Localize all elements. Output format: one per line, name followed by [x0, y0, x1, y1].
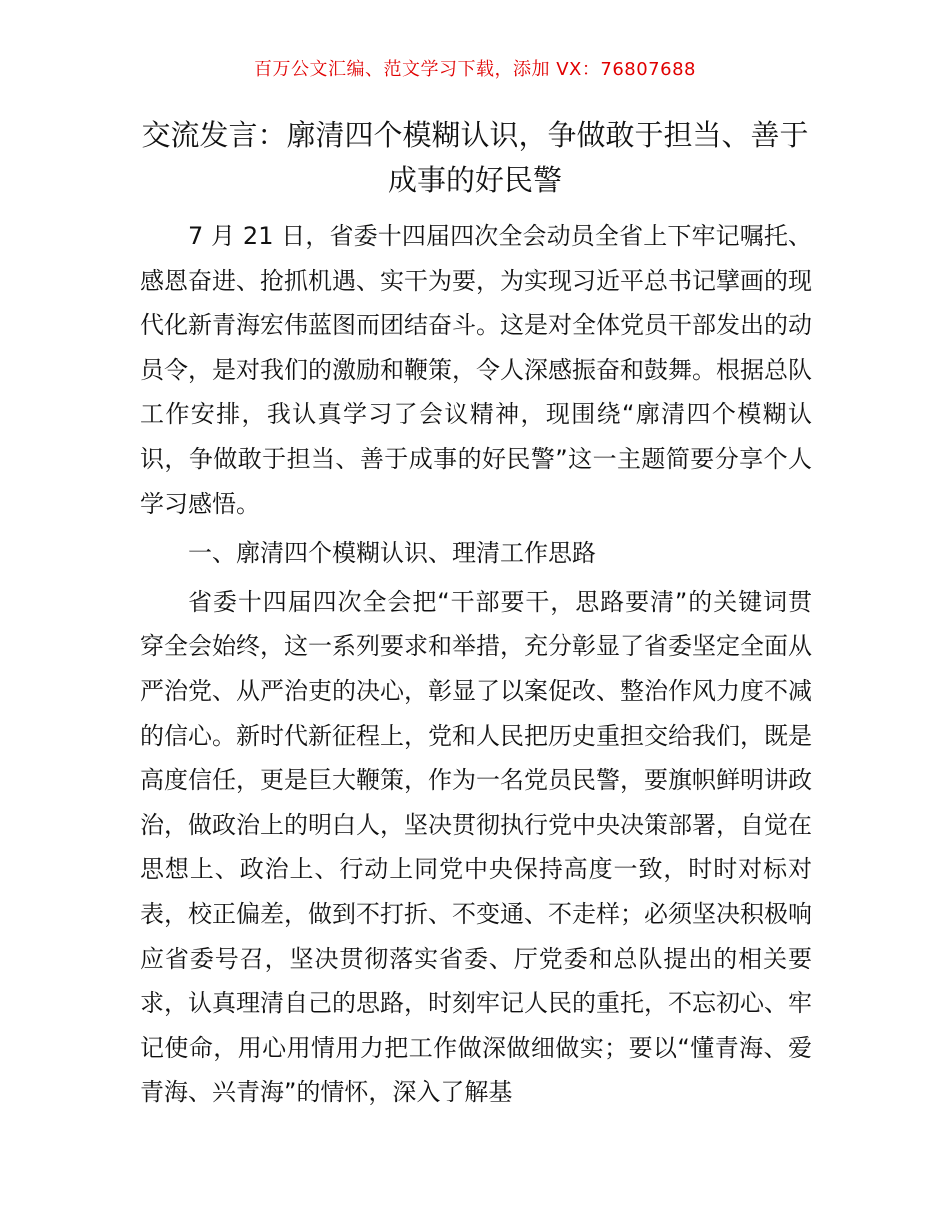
paragraph-body: 省委十四届四次全会把“干部要干，思路要清”的关键词贯穿全会始终，这一系列要求和举措，充分彰显了省委坚定全面从严治党、从严治吏的决心，彰显了以案促改、整治作风力度不减的信心。新时代新征程上，党和人民把历史重担交给我们，既是高度信任，更是巨大鞭策，作为一名党员民警，要旗帜鲜明讲政治，做政治上的明白人，坚决贯彻执行党中央决策部署，自觉在思想上、政治上、行动上同党中央保持高度一致，时时对标对表，校正偏差，做到不打折、不变通、不走样；必须坚决积极响应省委号召，坚决贯彻落实省委、厅党委和总队提出的相关要求，认真理清自己的思路，时刻牢记人民的重托，不忘初心、牢记使命，用心用情用力把工作做深做细做实；要以“懂青海、爱青海、兴青海”的情怀，深入了解基: [140, 587, 812, 1107]
header-note: 百万公文汇编、范文学习下载，添加 VX：76807688: [254, 59, 696, 80]
document-title: 交流发言：廓清四个模糊认识，争做敢于担当、善于成事的好民警: [141, 118, 809, 197]
document-body: [140, 214, 812, 1115]
section-heading: 一、廓清四个模糊认识、理清工作思路: [188, 539, 596, 568]
paragraph-intro: 7 月 21 日，省委十四届四次全会动员全省上下牢记嘱托、感恩奋进、抢抓机遇、实干为要，为实现习近平总书记擘画的现代化新青海宏伟蓝图而团结奋斗。这是对全体党员干部发出的动员令，是对我们的激励和鞭策，令人深感振奋和鼓舞。根据总队工作安排，我认真学习了会议精神，现围绕“廓清四个模糊认识，争做敢于担当、善于成事的好民警”这一主题简要分享个人学习感悟。: [140, 222, 812, 518]
